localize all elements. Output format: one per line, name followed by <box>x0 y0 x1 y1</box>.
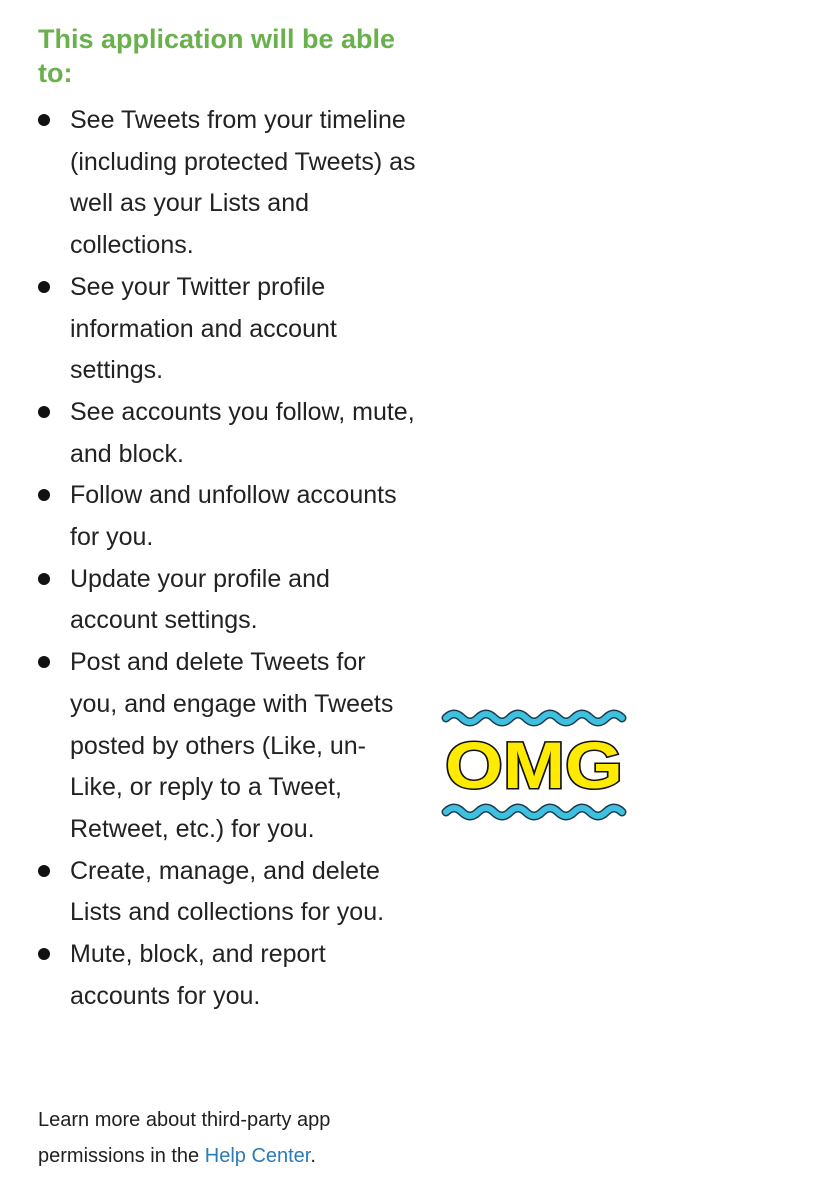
permission-item <box>38 642 418 851</box>
footer-period: . <box>310 1145 316 1167</box>
omg-sticker-text: OMG <box>445 728 623 802</box>
omg-sticker-image <box>436 704 632 828</box>
bullet-icon <box>38 865 50 877</box>
permission-item <box>38 267 418 392</box>
help-center-link[interactable]: Help Center <box>204 1145 311 1167</box>
bullet-icon <box>38 573 50 585</box>
help-footer <box>38 1102 418 1174</box>
bullet-icon <box>38 656 50 668</box>
bullet-icon <box>38 489 50 501</box>
bullet-icon <box>38 948 50 960</box>
bottom-wave-icon <box>446 808 622 816</box>
permissions-heading: This application will be able to: <box>38 24 396 88</box>
permission-item <box>38 100 418 267</box>
bullet-icon <box>38 281 50 293</box>
permission-item <box>38 559 418 642</box>
permission-text: See Tweets from your timeline (including protected Tweets) as well as your Lists and collections. <box>70 106 416 260</box>
permission-item <box>38 934 418 1017</box>
permission-item <box>38 392 418 475</box>
bullet-icon <box>38 114 50 126</box>
permission-text: Update your profile and account settings. <box>70 564 330 635</box>
permissions-list <box>38 100 418 1017</box>
permission-text: See accounts you follow, mute, and block. <box>70 397 415 468</box>
permission-text: Mute, block, and report accounts for you. <box>70 940 326 1010</box>
permission-text: Post and delete Tweets for you, and engage with Tweets posted by others (Like, un-Like, or reply to a Tweet, Retweet, etc.) for you. <box>70 648 394 843</box>
bullet-icon <box>38 406 50 418</box>
permission-text: See your Twitter profile information and account settings. <box>70 272 337 385</box>
top-wave-icon <box>446 714 622 722</box>
footer-text: Learn more about third-party app permissions in the <box>38 1109 331 1167</box>
permission-item <box>38 851 418 934</box>
permission-text: Follow and unfollow accounts for you. <box>70 481 397 552</box>
permission-text: Create, manage, and delete Lists and collections for you. <box>70 856 385 927</box>
permission-item <box>38 475 418 558</box>
